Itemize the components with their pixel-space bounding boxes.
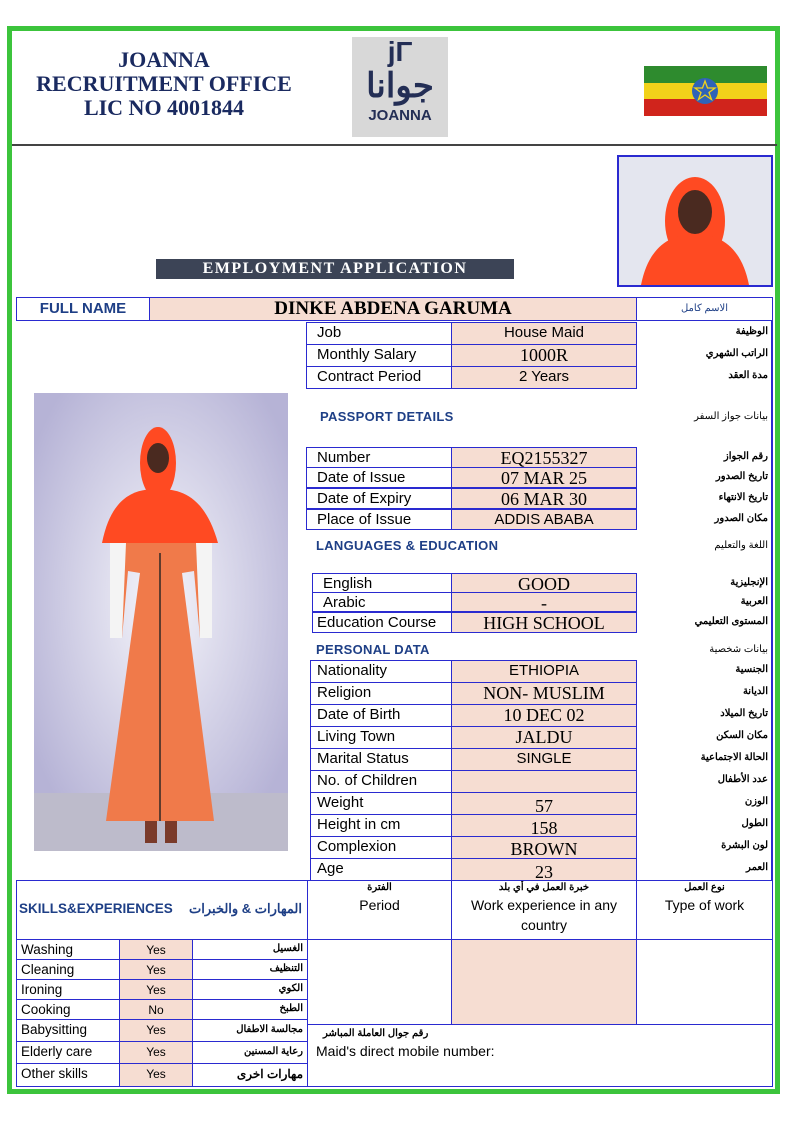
mobile-number-arabic: رقم جوال العاملة المباشر bbox=[323, 1028, 429, 1039]
mobile-number-label: Maid's direct mobile number: bbox=[316, 1043, 495, 1059]
skill-other-arabic: مهارات اخرى bbox=[192, 1063, 308, 1087]
arabic-arabic: العربية bbox=[740, 596, 768, 607]
monthly-salary-label: Monthly Salary bbox=[306, 344, 452, 367]
work-experience-cell bbox=[451, 939, 637, 1025]
personal-section-title: PERSONAL DATA bbox=[316, 642, 430, 657]
logo-arabic: جوانا bbox=[366, 67, 434, 105]
age-label: Age bbox=[310, 858, 452, 881]
weight-arabic: الوزن bbox=[744, 796, 768, 807]
education-value: HIGH SCHOOL bbox=[451, 612, 637, 633]
expiry-date-value: 06 MAR 30 bbox=[451, 488, 637, 509]
education-label: Education Course bbox=[312, 612, 452, 633]
skill-elderly-care-label: Elderly care bbox=[16, 1041, 120, 1064]
monthly-salary-arabic: الراتب الشهري bbox=[705, 348, 768, 359]
passport-number-label: Number bbox=[306, 447, 452, 468]
nationality-arabic: الجنسية bbox=[735, 664, 768, 675]
skill-cleaning-value: Yes bbox=[119, 959, 193, 980]
passport-section-title: PASSPORT DETAILS bbox=[320, 409, 454, 424]
skill-washing-arabic: الغسيل bbox=[192, 939, 308, 960]
skill-ironing-arabic: الكوي bbox=[192, 979, 308, 1000]
arabic-label: Arabic bbox=[312, 592, 452, 612]
type-of-work-header bbox=[636, 880, 773, 940]
skill-babysitting-arabic: مجالسة الاطفال bbox=[192, 1019, 308, 1042]
skill-cooking-value: No bbox=[119, 999, 193, 1020]
page-title: EMPLOYMENT APPLICATION bbox=[156, 259, 514, 279]
age-value: 23 bbox=[451, 858, 637, 881]
education-arabic: المستوى التعليمي bbox=[694, 616, 768, 627]
nationality-value: ETHIOPIA bbox=[451, 660, 637, 683]
full-body-photo bbox=[34, 393, 288, 851]
type-of-work-arabic: نوع العمل bbox=[684, 882, 725, 893]
skill-cooking-label: Cooking bbox=[16, 999, 120, 1020]
skill-washing-value: Yes bbox=[119, 939, 193, 960]
skill-ironing-label: Ironing bbox=[16, 979, 120, 1000]
english-value: GOOD bbox=[451, 573, 637, 593]
age-arabic: العمر bbox=[746, 862, 768, 873]
ethiopia-flag-icon bbox=[644, 66, 767, 116]
office-name bbox=[24, 48, 304, 120]
living-town-arabic: مكان السكن bbox=[716, 730, 768, 741]
skill-ironing-value: Yes bbox=[119, 979, 193, 1000]
full-name-arabic: الاسم كامل bbox=[636, 297, 773, 321]
complexion-arabic: لون البشرة bbox=[721, 840, 768, 851]
place-of-issue-arabic: مكان الصدور bbox=[714, 513, 768, 524]
expiry-date-label: Date of Expiry bbox=[306, 488, 452, 509]
right-table-border bbox=[771, 320, 773, 880]
work-experience-header bbox=[451, 880, 637, 940]
complexion-label: Complexion bbox=[310, 836, 452, 859]
marital-status-value: SINGLE bbox=[451, 748, 637, 771]
office-line-2: RECRUITMENT OFFICE bbox=[36, 71, 292, 96]
issue-date-value: 07 MAR 25 bbox=[451, 467, 637, 488]
skill-babysitting-value: Yes bbox=[119, 1019, 193, 1042]
issue-date-label: Date of Issue bbox=[306, 467, 452, 488]
passport-number-value: EQ2155327 bbox=[451, 447, 637, 468]
religion-label: Religion bbox=[310, 682, 452, 705]
office-line-3: LIC NO 4001844 bbox=[83, 95, 245, 120]
agency-logo bbox=[352, 37, 448, 137]
job-arabic: الوظيفة bbox=[735, 326, 768, 337]
height-arabic: الطول bbox=[741, 818, 768, 829]
skills-title: SKILLS&EXPERIENCES bbox=[19, 901, 173, 916]
skill-washing-label: Washing bbox=[16, 939, 120, 960]
logo-mark: jΓ bbox=[387, 36, 413, 67]
period-cell bbox=[307, 939, 452, 1025]
children-value bbox=[451, 770, 637, 793]
type-of-work-label: Type of work bbox=[664, 897, 745, 913]
children-arabic: عدد الأطفال bbox=[717, 774, 768, 785]
full-name-label: FULL NAME bbox=[16, 297, 150, 321]
skill-other-label: Other skills bbox=[16, 1063, 120, 1087]
issue-date-arabic: تاريخ الصدور bbox=[715, 471, 768, 482]
living-town-value: JALDU bbox=[451, 726, 637, 749]
period-arabic: الفترة bbox=[367, 882, 392, 893]
contract-period-arabic: مدة العقد bbox=[728, 370, 768, 381]
weight-label: Weight bbox=[310, 792, 452, 815]
languages-section-title: LANGUAGES & EDUCATION bbox=[316, 538, 499, 553]
passport-section-arabic: بيانات جواز السفر bbox=[694, 411, 768, 422]
expiry-date-arabic: تاريخ الانتهاء bbox=[718, 492, 768, 503]
skill-cleaning-label: Cleaning bbox=[16, 959, 120, 980]
header-divider bbox=[12, 144, 777, 146]
marital-status-label: Marital Status bbox=[310, 748, 452, 771]
arabic-value: - bbox=[451, 592, 637, 612]
skill-other-value: Yes bbox=[119, 1063, 193, 1087]
living-town-label: Living Town bbox=[310, 726, 452, 749]
skill-cleaning-arabic: التنظيف bbox=[192, 959, 308, 980]
monthly-salary-value: 1000R bbox=[451, 344, 637, 367]
period-header bbox=[307, 880, 452, 940]
skill-cooking-arabic: الطبخ bbox=[192, 999, 308, 1020]
passport-number-arabic: رقم الجواز bbox=[723, 451, 768, 462]
religion-value: NON- MUSLIM bbox=[451, 682, 637, 705]
english-arabic: الإنجليزية bbox=[730, 577, 768, 588]
contract-period-label: Contract Period bbox=[306, 366, 452, 389]
mobile-number-box bbox=[307, 1024, 773, 1087]
place-of-issue-label: Place of Issue bbox=[306, 509, 452, 530]
contract-period-value: 2 Years bbox=[451, 366, 637, 389]
skill-elderly-care-arabic: رعاية المسنين bbox=[192, 1041, 308, 1064]
job-value: House Maid bbox=[451, 322, 637, 345]
skill-babysitting-label: Babysitting bbox=[16, 1019, 120, 1042]
period-label: Period bbox=[359, 897, 400, 913]
job-label: Job bbox=[306, 322, 452, 345]
languages-section-arabic: اللغة والتعليم bbox=[714, 540, 768, 551]
dob-value: 10 DEC 02 bbox=[451, 704, 637, 727]
height-value: 158 bbox=[451, 814, 637, 837]
office-line-1: JOANNA bbox=[118, 47, 210, 72]
skills-header bbox=[16, 880, 308, 940]
personal-section-arabic: بيانات شخصية bbox=[709, 644, 768, 655]
marital-status-arabic: الحالة الاجتماعية bbox=[700, 752, 768, 763]
height-label: Height in cm bbox=[310, 814, 452, 837]
skill-elderly-care-value: Yes bbox=[119, 1041, 193, 1064]
skills-title-arabic: المهارات & والخبرات bbox=[189, 901, 302, 916]
children-label: No. of Children bbox=[310, 770, 452, 793]
place-of-issue-value: ADDIS ABABA bbox=[451, 509, 637, 530]
complexion-value: BROWN bbox=[451, 836, 637, 859]
full-name-value: DINKE ABDENA GARUMA bbox=[149, 297, 637, 321]
portrait-photo bbox=[617, 155, 773, 287]
weight-value: 57 bbox=[451, 792, 637, 815]
religion-arabic: الديانة bbox=[742, 686, 768, 697]
english-label: English bbox=[312, 573, 452, 593]
dob-arabic: تاريخ الميلاد bbox=[720, 708, 768, 719]
dob-label: Date of Birth bbox=[310, 704, 452, 727]
nationality-label: Nationality bbox=[310, 660, 452, 683]
type-of-work-cell bbox=[636, 939, 773, 1025]
logo-latin: JOANNA bbox=[368, 107, 432, 124]
work-experience-arabic: خبرة العمل في أي بلد bbox=[498, 882, 590, 893]
work-experience-label: Work experience in any country bbox=[470, 897, 618, 933]
